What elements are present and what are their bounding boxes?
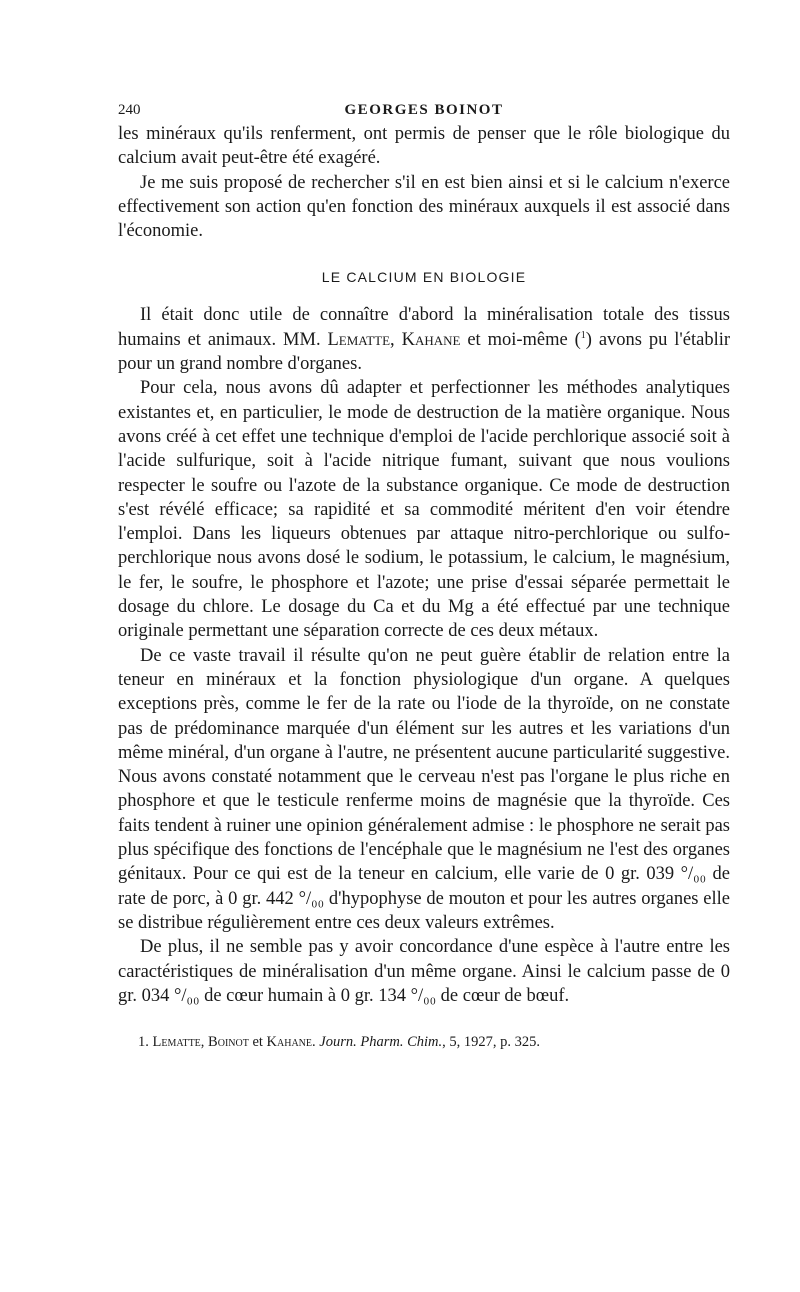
footnote-author: Boinot	[208, 1034, 249, 1051]
page	[118, 100, 730, 1052]
footnote-journal: Journ. Pharm. Chim.	[319, 1034, 443, 1051]
paragraph-continued: les minéraux qu'ils renferment, ont permis de penser que le rôle biologique du calcium avait peut-être été exagéré.	[118, 124, 730, 169]
footnote-separator: .	[312, 1034, 320, 1051]
paragraph-results: De ce vaste travail il résulte qu'on ne peut guère établir de relation entre la teneur en minéraux et la fonction physiologique d'un organe. A quelques exceptions près, comme le fer de la rate ou l'iode de la thyroïde, on ne constate pas de prédominance marquée d'un élément sur les autres et les variations d'un même minéral, d'un organe à l'autre, ne présentent aucune particularité suggestive. Nous avons constaté notamment que le cerveau n'est pas l'organe le plus riche en phosphore et que le testicule renferme moins de magnésie que la thyroïde. Ces faits tendent à ruiner une opinion généralement admise : le phosphore ne serait pas plus spécifique des fonctions de l'encéphale que le magnésium ne l'est des organes génitaux. Pour ce qui est de la teneur en calcium, elle varie de 0 gr. 039 °/₀₀ de rate de porc, à 0 gr. 442 °/₀₀ d'hypophyse de mouton et pour les autres organes elle se distribue régulièrement entre ces deux valeurs extrêmes.	[118, 645, 730, 933]
footnote-separator: et	[248, 1034, 267, 1051]
footnote-details: , 5, 1927, p. 325.	[442, 1034, 540, 1051]
running-head	[118, 100, 730, 122]
author-name: Lematte	[327, 329, 391, 350]
footnote-separator: ,	[200, 1034, 209, 1051]
footnote	[118, 1032, 730, 1052]
paragraph-text: Il était donc utile de connaître d'abord la minéralisation totale des tissus humains et animaux. MM.	[118, 305, 730, 350]
paragraph-mineralization	[118, 303, 730, 376]
author-name: Kahane	[401, 329, 461, 350]
footnote-number: 1.	[138, 1034, 153, 1051]
footnote-author: Kahane	[266, 1034, 313, 1051]
paragraph-methods: Pour cela, nous avons dû adapter et perfectionner les méthodes analytiques existantes et, en particulier, le mode de destruction de la matière organique. Nous avons créé à cet effet une technique d'emploi de l'acide perchlorique associé soit à l'acide sulfurique, soit à l'acide nitrique fumant, suivant que nous voulions respecter le soufre ou l'azote de la substance organique. Ce mode de destruction s'est révélé efficace; sa rapidité et sa commodité méritent d'en voir étendre l'emploi. Dans les liqueurs obtenues par attaque nitro-perchlorique ou sulfo-perchlorique nous avons dosé le sodium, le potassium, le calcium, le magnésium, le fer, le soufre, le phosphore et l'azote; une prise d'essai séparée permettait le dosage du chlore. Le dosage du Ca et du Mg a été effectué par une technique originale permettant une séparation correcte de ces deux métaux.	[118, 378, 730, 642]
section-heading: LE CALCIUM EN BIOLOGIE	[321, 269, 527, 286]
footnote-author: Lematte	[152, 1034, 201, 1051]
paragraph-text: et moi-même (	[460, 329, 581, 350]
page-number: 240	[118, 102, 141, 118]
footnote-ref: 1	[580, 329, 586, 341]
paragraph-purpose: Je me suis proposé de rechercher s'il en est bien ainsi et si le calcium n'exerce effectivement son action qu'en fonction des minéraux auxquels il est associé dans l'économie.	[118, 172, 730, 242]
paragraph-species: De plus, il ne semble pas y avoir concordance d'une espèce à l'autre entre les caractéristiques de minéralisation d'un même organe. Ainsi le calcium passe de 0 gr. 034 °/₀₀ de cœur humain à 0 gr. 134 °/₀₀ de cœur de bœuf.	[118, 937, 730, 1006]
running-title: GEORGES BOINOT	[344, 102, 504, 118]
separator: ,	[390, 329, 402, 350]
paragraph-text: ) avons pu l'établir pour un grand nombre d'organes.	[118, 329, 731, 375]
